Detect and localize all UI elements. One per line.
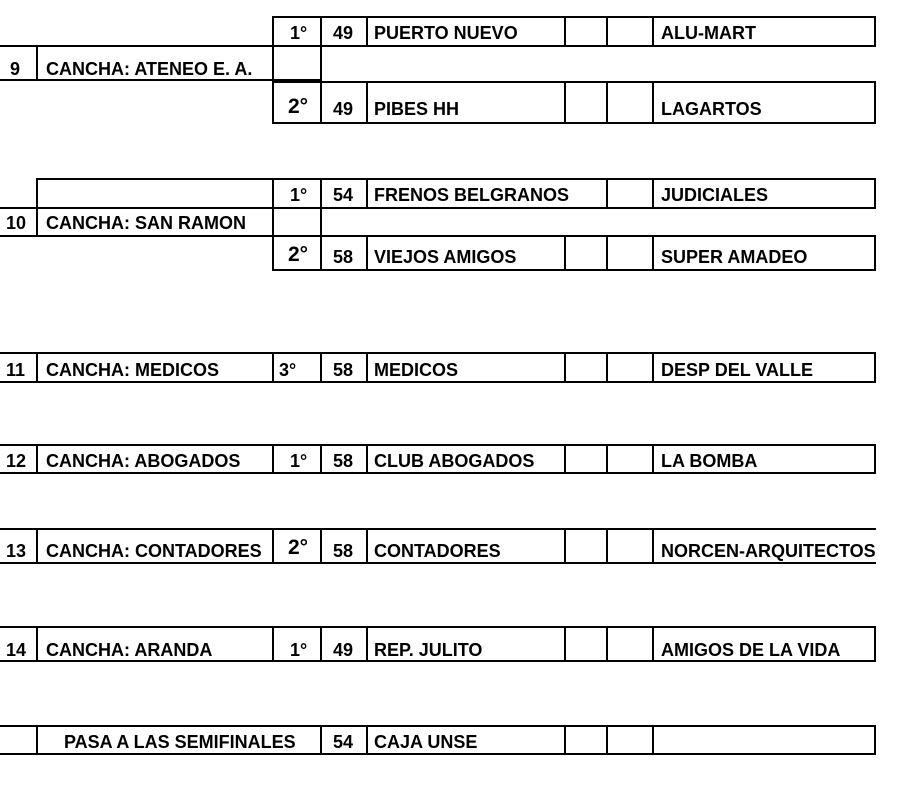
position-label: 3°	[279, 360, 297, 380]
cancha-label: CANCHA: ATENEO E. A.	[46, 59, 253, 79]
position-label: 1°	[290, 185, 308, 205]
rival-name: JUDICIALES	[661, 185, 769, 205]
position-label: 2°	[288, 95, 309, 118]
category-label: 49	[333, 640, 354, 660]
category-label: 54	[333, 185, 354, 205]
category-label: 58	[333, 360, 354, 380]
cancha-label: CANCHA: MEDICOS	[46, 360, 219, 380]
match-number: 14	[6, 640, 27, 660]
position-label: 2°	[288, 536, 309, 559]
category-label: 58	[333, 247, 354, 267]
rival-name: AMIGOS DE LA VIDA	[661, 640, 841, 660]
team-name: FRENOS BELGRANOS	[374, 185, 570, 205]
position-label: 2°	[288, 243, 309, 266]
team-name: REP. JULITO	[374, 640, 483, 660]
team-name: PUERTO NUEVO	[374, 23, 518, 43]
rival-name: SUPER AMADEO	[661, 247, 808, 267]
match-number: 9	[10, 59, 21, 79]
cancha-label: CANCHA: SAN RAMON	[46, 213, 246, 233]
match-number: 11	[6, 360, 26, 380]
position-label: 1°	[290, 451, 308, 471]
team-name: CAJA UNSE	[374, 732, 478, 752]
team-name: MEDICOS	[374, 360, 459, 380]
category-label: 58	[333, 451, 354, 471]
cancha-label: CANCHA: ARANDA	[46, 640, 213, 660]
cancha-label: CANCHA: CONTADORES	[46, 541, 262, 561]
cancha-label: CANCHA: ABOGADOS	[46, 451, 241, 471]
position-label: 1°	[290, 640, 308, 660]
semifinal-label: PASA A LAS SEMIFINALES	[64, 732, 296, 752]
category-label: 49	[333, 23, 354, 43]
rival-name: ALU-MART	[661, 23, 756, 43]
match-number: 13	[6, 541, 27, 561]
team-name: CONTADORES	[374, 541, 501, 561]
team-name: VIEJOS AMIGOS	[374, 247, 517, 267]
category-label: 49	[333, 99, 354, 119]
team-name: PIBES HH	[374, 99, 460, 119]
match-number: 10	[6, 213, 27, 233]
rival-name: DESP DEL VALLE	[661, 360, 814, 380]
match-number: 12	[6, 451, 27, 471]
category-label: 58	[333, 541, 354, 561]
position-label: 1°	[290, 23, 308, 43]
team-name: CLUB ABOGADOS	[374, 451, 535, 471]
rival-name: LAGARTOS	[661, 99, 762, 119]
rival-name: NORCEN-ARQUITECTOS	[661, 541, 876, 561]
rival-name: LA BOMBA	[661, 451, 758, 471]
category-label: 54	[333, 732, 354, 752]
